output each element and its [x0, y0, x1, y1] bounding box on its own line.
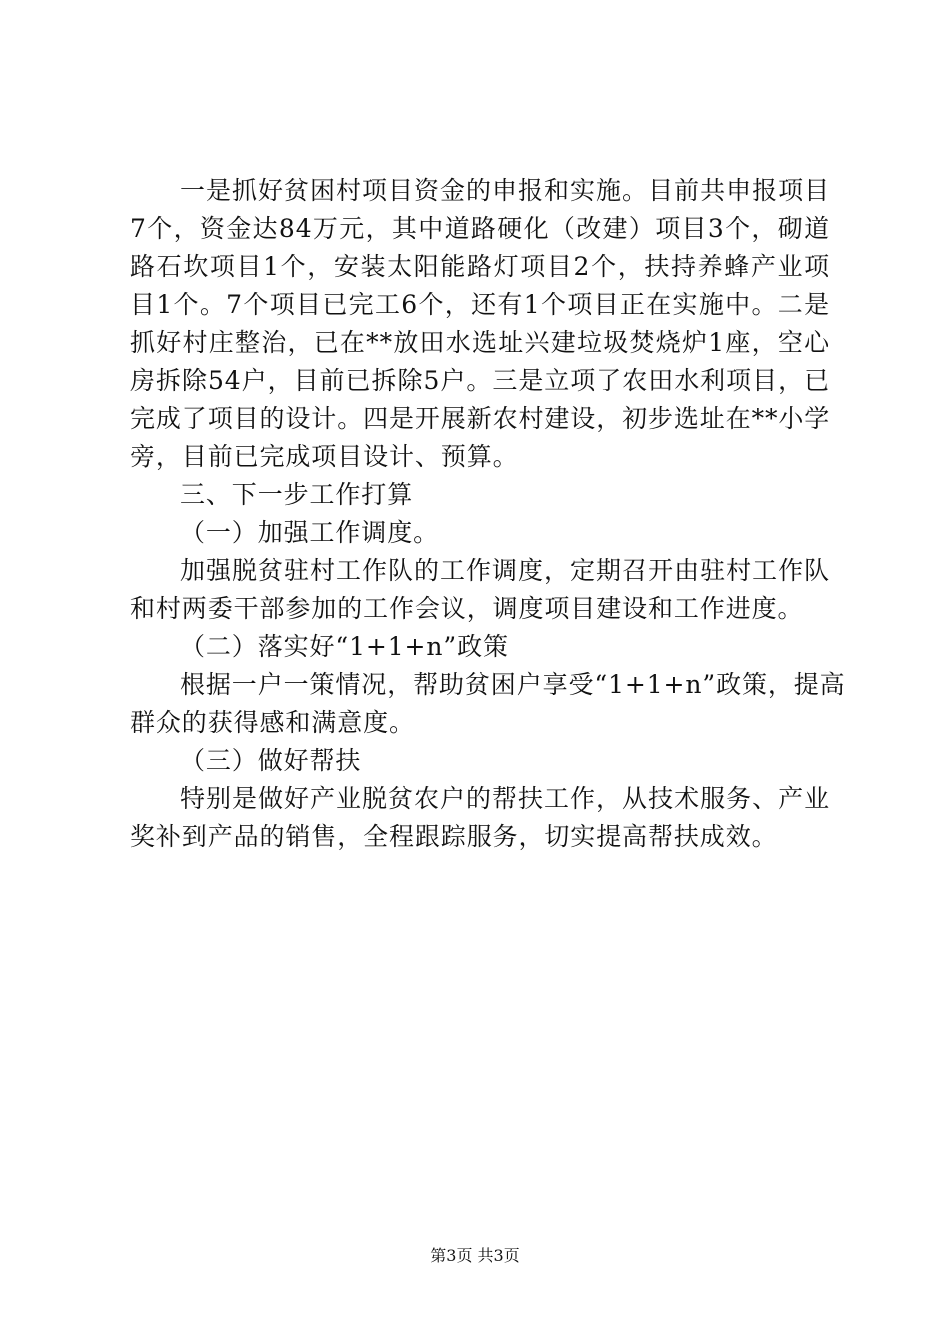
- section-heading: 三、下一步工作打算: [180, 480, 414, 509]
- paragraph-line: 完成了项目的设计。四是开展新农村建设，初步选址在**小学: [130, 404, 831, 433]
- subsection-heading: （二）落实好“1+1+n”政策: [180, 632, 509, 661]
- paragraph-line: 路石坎项目1个，安装太阳能路灯项目2个，扶持养蜂产业项: [130, 252, 830, 281]
- paragraph-line: 和村两委干部参加的工作会议，调度项目建设和工作进度。: [130, 594, 804, 623]
- paragraph-line: 群众的获得感和满意度。: [130, 708, 415, 737]
- paragraph-line: 特别是做好产业脱贫农户的帮扶工作，从技术服务、产业: [180, 784, 830, 813]
- paragraph-line: 目1个。7个项目已完工6个，还有1个项目正在实施中。二是: [130, 290, 830, 319]
- subsection-heading: （一）加强工作调度。: [180, 518, 440, 547]
- paragraph-line: 奖补到产品的销售，全程跟踪服务，切实提高帮扶成效。: [130, 822, 778, 851]
- paragraph-line: 抓好村庄整治，已在**放田水选址兴建垃圾焚烧炉1座，空心: [130, 328, 830, 357]
- paragraph-line: 加强脱贫驻村工作队的工作调度，定期召开由驻村工作队: [180, 556, 830, 585]
- page-footer: 第3页 共3页: [430, 1246, 520, 1265]
- paragraph-line: 根据一户一策情况，帮助贫困户享受“1+1+n”政策，提高: [180, 670, 846, 699]
- paragraph-line: 房拆除54户，目前已拆除5户。三是立项了农田水利项目，已: [130, 366, 830, 395]
- document-body: [130, 172, 846, 856]
- subsection-heading: （三）做好帮扶: [180, 746, 362, 775]
- paragraph-line: 一是抓好贫困村项目资金的申报和实施。目前共申报项目: [180, 176, 830, 205]
- paragraph-line: 旁，目前已完成项目设计、预算。: [130, 442, 519, 471]
- paragraph-line: 7个，资金达84万元，其中道路硬化（改建）项目3个，砌道: [130, 214, 830, 243]
